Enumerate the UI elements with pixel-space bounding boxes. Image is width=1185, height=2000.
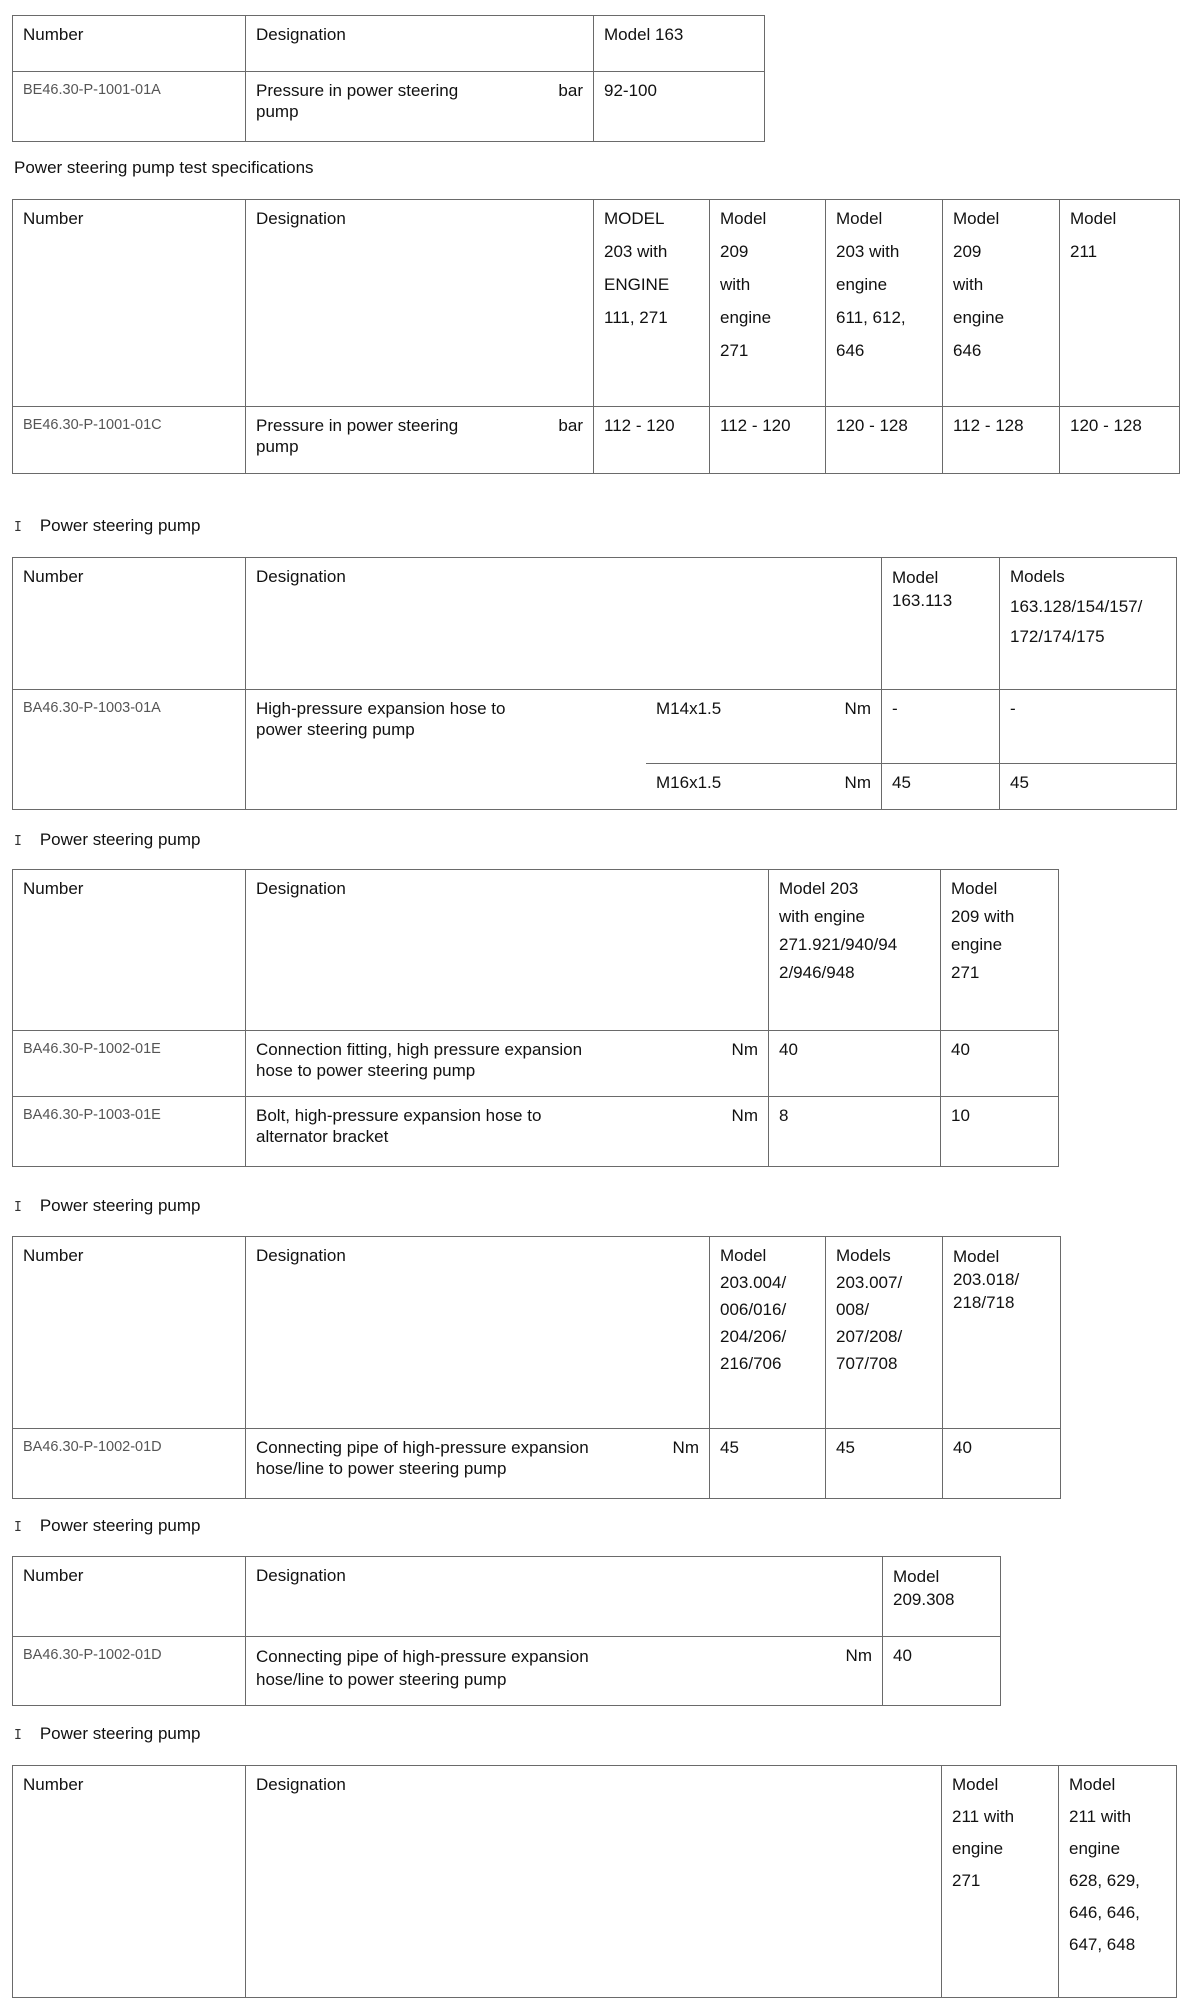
section-title [14,1516,200,1536]
header-designation: Designation [246,1557,883,1637]
header-number: Number [13,16,246,72]
value-cell: 40 [941,1031,1059,1097]
section-label: Power steering pump [39,1196,201,1215]
header-model-4 [943,200,1060,407]
value-cell: 112 - 120 [710,407,826,474]
unit-label: Nm [844,699,871,718]
model-label: Model 209 with engine 646 [953,209,1005,360]
value-cell [882,690,1000,810]
section-title [14,1724,200,1744]
table-model-163 [12,15,765,142]
table-connecting-pipe-203 [12,1236,1061,1499]
header-model-2 [826,1237,943,1429]
row-number: BE46.30-P-1001-01A [13,72,246,142]
unit-label: Nm [844,773,871,792]
model-label: Model 209 with engine 271 [720,209,772,360]
designation-text: High-pressure expansion hose to power steering pump [256,699,506,739]
header-model-1 [883,1557,1001,1637]
model-label: Model 203 with engine 271.921/940/94 2/946/948 [779,879,898,982]
unit-label: Nm [845,1646,872,1665]
row-number: BE46.30-P-1001-01C [13,407,246,474]
value-cell: 112 - 120 [594,407,710,474]
value-cell: 45 [826,1429,943,1499]
table-model-211 [12,1765,1177,1998]
value-text: 45 [1000,763,1176,809]
value-cell: 40 [943,1429,1061,1499]
designation-text: Pressure in power steering pump [256,81,459,121]
row-designation-cell [246,407,594,474]
section-title [14,516,200,536]
value-cell [1000,690,1177,810]
bullet-marker: I [14,1200,22,1215]
section-title [14,1196,200,1216]
designation-text: Pressure in power steering pump [256,416,459,456]
unit-label: Nm [731,1040,758,1059]
header-number: Number [13,870,246,1031]
section-label: Power steering pump [39,516,201,535]
table-test-specifications [12,199,1180,474]
header-model-3 [826,200,943,407]
header-model-1 [769,870,941,1031]
value-cell: 45 [710,1429,826,1499]
model-label: Model 211 [1070,209,1117,261]
value-text: - [1010,699,1016,718]
header-number: Number [13,1766,246,1998]
header-model-1 [594,200,710,407]
row-number: BA46.30-P-1002-01D [13,1637,246,1706]
value-text: 45 [882,763,999,809]
designation-text: Connecting pipe of high-pressure expansion hose/line to power steering pump [256,1647,589,1689]
row-designation-cell [246,1097,769,1167]
section-label: Power steering pump [39,1516,201,1535]
thread-spec: M16x1.5 [656,773,722,792]
section-label: Power steering pump [39,1724,201,1743]
header-designation: Designation [246,16,594,72]
section-title [14,830,200,850]
designation-text: Bolt, high-pressure expansion hose to alternator bracket [256,1106,542,1146]
header-designation: Designation [246,870,769,1031]
value-cell: 112 - 128 [943,407,1060,474]
value-cell: 40 [883,1637,1001,1706]
header-designation: Designation [246,558,882,690]
value-cell: 40 [769,1031,941,1097]
designation-text: Connecting pipe of high-pressure expansion hose/line to power steering pump [256,1438,589,1478]
header-number: Number [13,200,246,407]
section-title-test-specs: Power steering pump test specifications [14,158,314,177]
value-cell: 8 [769,1097,941,1167]
header-model-1 [710,1237,826,1429]
model-label: Models 163.128/154/157/ 172/174/175 [1010,567,1143,646]
header-number: Number [13,558,246,690]
header-model-2 [1059,1766,1177,1998]
table-expansion-hose [12,557,1177,810]
bullet-marker: I [14,1728,22,1743]
table-connection-fitting [12,869,1059,1167]
model-label: Model 203.004/ 006/016/ 204/206/ 216/706 [720,1246,787,1373]
unit-label: Nm [731,1106,758,1125]
header-designation: Designation [246,200,594,407]
row-designation-cell [246,690,882,810]
row-number: BA46.30-P-1002-01D [13,1429,246,1499]
model-label: Model 211 with engine 271 [952,1775,1015,1890]
unit-label: Nm [672,1438,699,1457]
header-model: Model 163 [594,16,765,72]
header-model-2 [1000,558,1177,690]
row-number: BA46.30-P-1003-01A [13,690,246,810]
thread-spec: M14x1.5 [656,699,722,718]
header-model-1 [942,1766,1059,1998]
row-number: BA46.30-P-1002-01E [13,1031,246,1097]
value-cell: 120 - 128 [1060,407,1180,474]
section-label: Power steering pump [39,830,201,849]
value-cell: 92-100 [594,72,765,142]
bullet-marker: I [14,520,22,535]
header-model-2 [710,200,826,407]
model-label: Model 209.308 [893,1567,955,1609]
model-label: MODEL 203 with ENGINE 111, 271 [604,209,670,327]
header-designation: Designation [246,1766,942,1998]
row-designation-cell [246,1031,769,1097]
header-number: Number [13,1237,246,1429]
header-model-5 [1060,200,1180,407]
row-designation-cell [246,72,594,142]
model-label: Model 211 with engine 628, 629, 646, 646, 647, 648 [1069,1775,1140,1954]
model-label: Model 209 with engine 271 [951,879,1015,982]
model-label: Model 203 with engine 611, 612, 646 [836,209,906,360]
header-designation: Designation [246,1237,710,1429]
designation-text: Connection fitting, high pressure expansion hose to power steering pump [256,1040,583,1080]
bullet-marker: I [14,1520,22,1535]
unit-label: bar [558,81,583,100]
value-cell: 120 - 128 [826,407,943,474]
value-cell: 10 [941,1097,1059,1167]
unit-label: bar [558,416,583,435]
row-designation-cell [246,1637,883,1706]
table-connecting-pipe-209 [12,1556,1001,1706]
row-designation-cell [246,1429,710,1499]
header-model-2 [941,870,1059,1031]
header-model-3 [943,1237,1061,1429]
header-model-1 [882,558,1000,690]
row-number: BA46.30-P-1003-01E [13,1097,246,1167]
header-number: Number [13,1557,246,1637]
model-label: Models 203.007/ 008/ 207/208/ 707/708 [836,1246,903,1373]
bullet-marker: I [14,834,22,849]
model-label: Model 203.018/ 218/718 [953,1247,1020,1312]
model-label: Model 163.113 [892,568,953,610]
value-text: - [892,699,898,718]
